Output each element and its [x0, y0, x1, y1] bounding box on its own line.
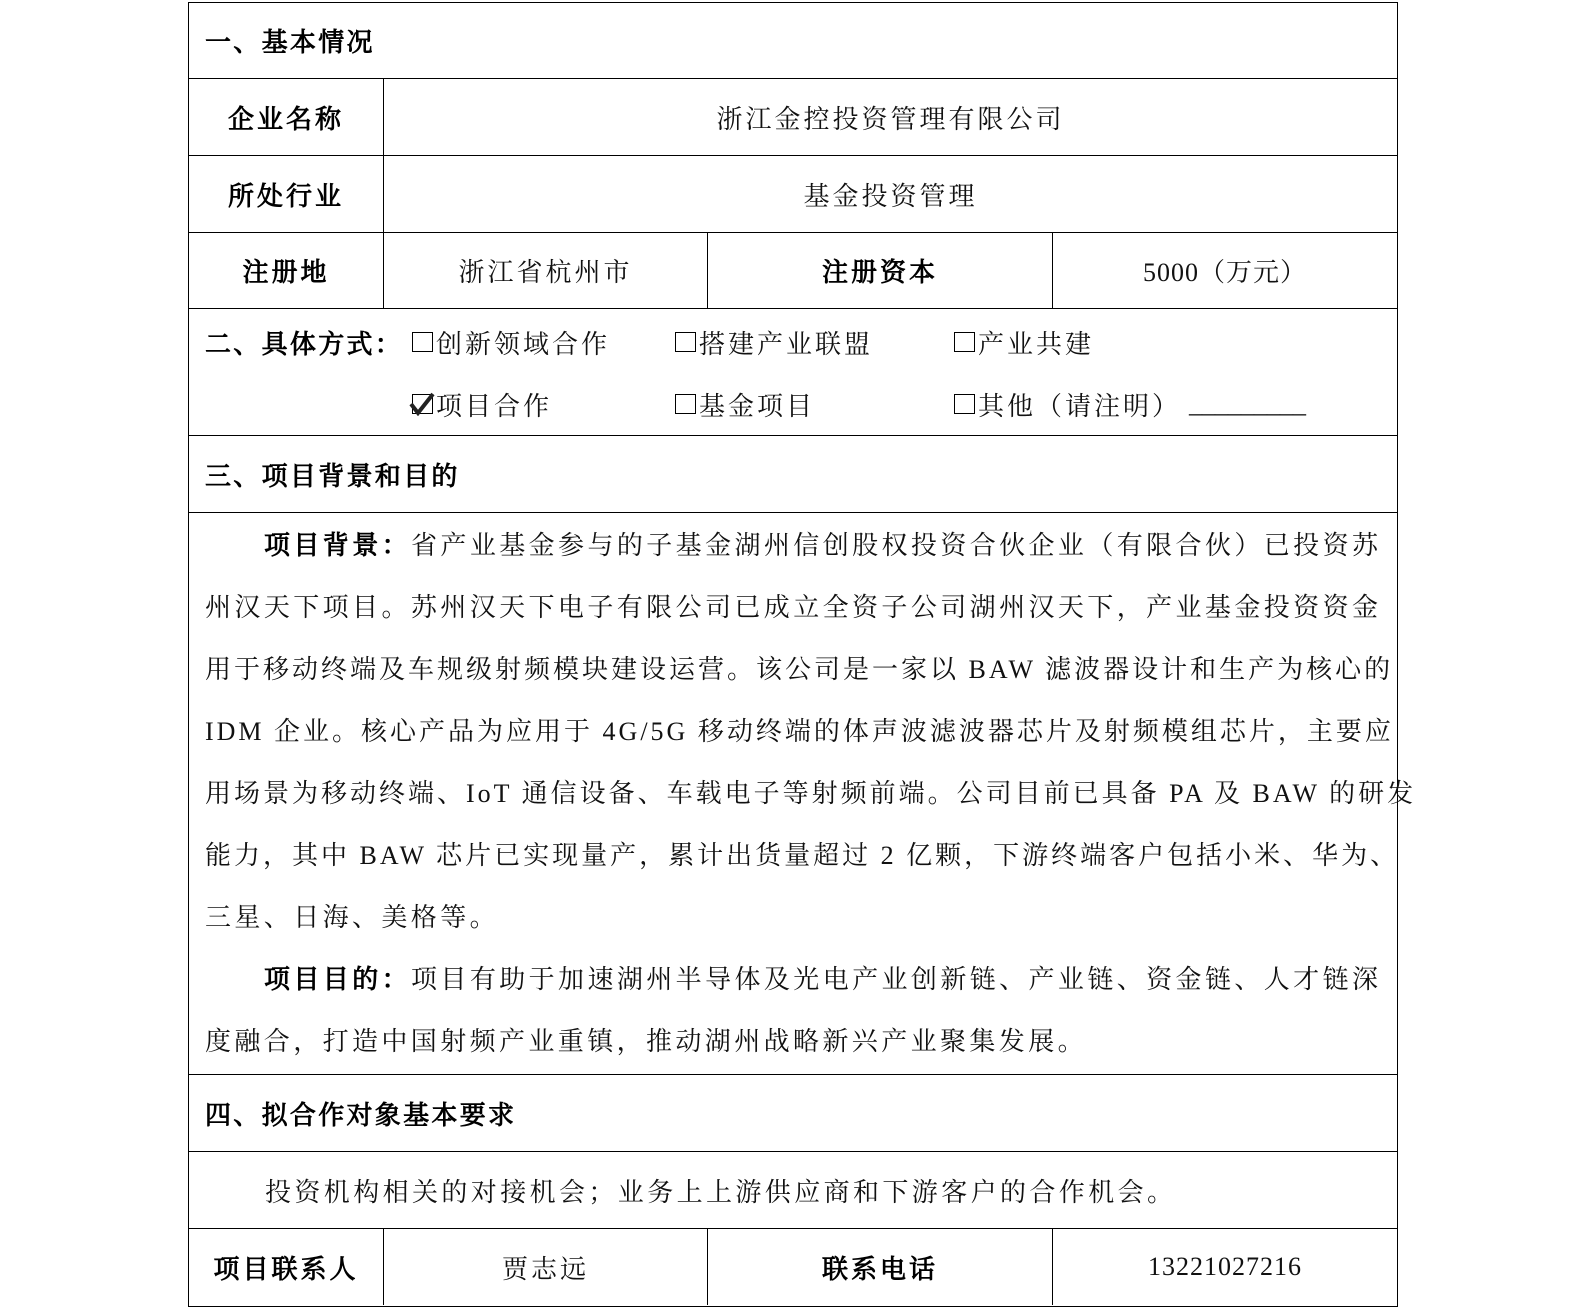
option-innovation-cooperation[interactable]: [412, 324, 610, 360]
company-name-label-cell: [189, 79, 383, 155]
industry-row: [189, 156, 1397, 233]
section-basic-info-header: [189, 3, 1397, 79]
option-label: 产业共建: [978, 329, 1095, 359]
section-title: 二、具体方式：: [205, 329, 404, 359]
registered-capital-value: 5000（万元）: [1142, 258, 1307, 287]
checkbox-checked-icon[interactable]: [412, 394, 433, 414]
contact-phone-label: 联系电话: [821, 1254, 938, 1284]
contact-phone-label-cell: [707, 1229, 1052, 1305]
purpose-label: 项目目的：: [264, 965, 412, 994]
registered-place-value-cell: [383, 233, 707, 308]
option-label: 项目合作: [436, 391, 553, 421]
checkmark-icon: [409, 392, 435, 416]
option-other[interactable]: [954, 386, 1306, 422]
option-fund-project[interactable]: [675, 386, 815, 422]
option-label: 搭建产业联盟: [699, 329, 874, 359]
partner-requirements-text: 投资机构相关的对接机会；业务上上游供应商和下游客户的合作机会。: [265, 1177, 1177, 1207]
text-span: 省产业基金参与的子基金湖州信创股权投资合伙企业（有限合伙）已投资苏: [411, 531, 1381, 560]
background-paragraph-line: 能力，其中 BAW 芯片已实现量产，累计出货量超过 2 亿颗，下游终端客户包括小米、华为、: [205, 841, 1400, 870]
industry-value: 基金投资管理: [803, 181, 978, 211]
section-cooperation-method: [189, 309, 1397, 436]
option-label: 创新领域合作: [436, 329, 611, 359]
section-title: 一、基本情况: [205, 28, 375, 57]
background-paragraph-line: [205, 515, 1381, 577]
section-background-purpose-body: [189, 513, 1417, 1075]
registered-capital-label-cell: [707, 233, 1052, 308]
company-name-value-cell: [383, 79, 1397, 155]
registered-place-value: 浙江省杭州市: [458, 258, 633, 287]
text-span: 项目有助于加速湖州半导体及光电产业创新链、产业链、资金链、人才链深: [411, 965, 1381, 994]
option-label: 基金项目: [699, 391, 816, 421]
background-label: 项目背景：: [264, 531, 412, 560]
option-industry-alliance[interactable]: [675, 324, 873, 360]
background-paragraph-line: IDM 企业。核心产品为应用于 4G/5G 移动终端的体声波滤波器芯片及射频模组芯片，主要应: [205, 717, 1394, 746]
project-description: [205, 515, 1417, 1073]
cooperation-form-table: [188, 2, 1417, 1307]
other-specify-blank: _________: [1189, 389, 1307, 418]
company-name-row: [189, 79, 1397, 156]
registered-capital-value-cell: [1052, 233, 1397, 308]
industry-label-cell: [189, 156, 383, 232]
checkbox-icon[interactable]: [675, 332, 696, 352]
registered-place-label-cell: [189, 233, 383, 308]
contact-row: [189, 1229, 1397, 1305]
registration-row: [189, 233, 1397, 309]
contact-person-value-cell: [383, 1229, 707, 1305]
industry-value-cell: [383, 156, 1397, 232]
registered-capital-label: 注册资本: [821, 258, 938, 287]
company-name-value: 浙江金控投资管理有限公司: [716, 104, 1065, 134]
checkbox-icon[interactable]: [954, 394, 975, 414]
industry-label: 所处行业: [227, 181, 344, 211]
contact-person-label-cell: [189, 1229, 383, 1305]
purpose-paragraph-line: 度融合，打造中国射频产业重镇，推动湖州战略新兴产业聚集发展。: [205, 1027, 1088, 1056]
contact-phone-value: 13221027216: [1148, 1252, 1302, 1281]
checkbox-icon[interactable]: [675, 394, 696, 414]
background-paragraph-line: 三星、日海、美格等。: [205, 903, 500, 932]
background-paragraph-line: 州汉天下项目。苏州汉天下电子有限公司已成立全资子公司湖州汉天下，产业基金投资资金: [205, 593, 1381, 622]
registered-place-label: 注册地: [242, 258, 330, 287]
section-title: 三、项目背景和目的: [205, 461, 460, 491]
option-project-cooperation[interactable]: [412, 386, 552, 422]
checkbox-icon[interactable]: [412, 332, 433, 352]
option-industry-co-construction[interactable]: [954, 324, 1094, 360]
option-label: 其他（请注明）: [978, 391, 1182, 421]
checkbox-icon[interactable]: [954, 332, 975, 352]
contact-person-label: 项目联系人: [213, 1254, 359, 1284]
section-partner-requirements-header: [189, 1075, 1397, 1152]
company-name-label: 企业名称: [227, 104, 344, 134]
purpose-paragraph-line: [205, 949, 1381, 1011]
contact-phone-value-cell: [1052, 1229, 1397, 1305]
section-partner-requirements-body: [189, 1152, 1397, 1229]
background-paragraph-line: 用场景为移动终端、IoT 通信设备、车载电子等射频前端。公司目前已具备 PA 及 BAW 的研发: [205, 779, 1417, 808]
contact-person-value: 贾志远: [501, 1254, 589, 1284]
section-title: 四、拟合作对象基本要求: [205, 1100, 517, 1130]
section-background-purpose-header: [189, 436, 1397, 513]
background-paragraph-line: 用于移动终端及车规级射频模块建设运营。该公司是一家以 BAW 滤波器设计和生产为核心的: [205, 655, 1394, 684]
